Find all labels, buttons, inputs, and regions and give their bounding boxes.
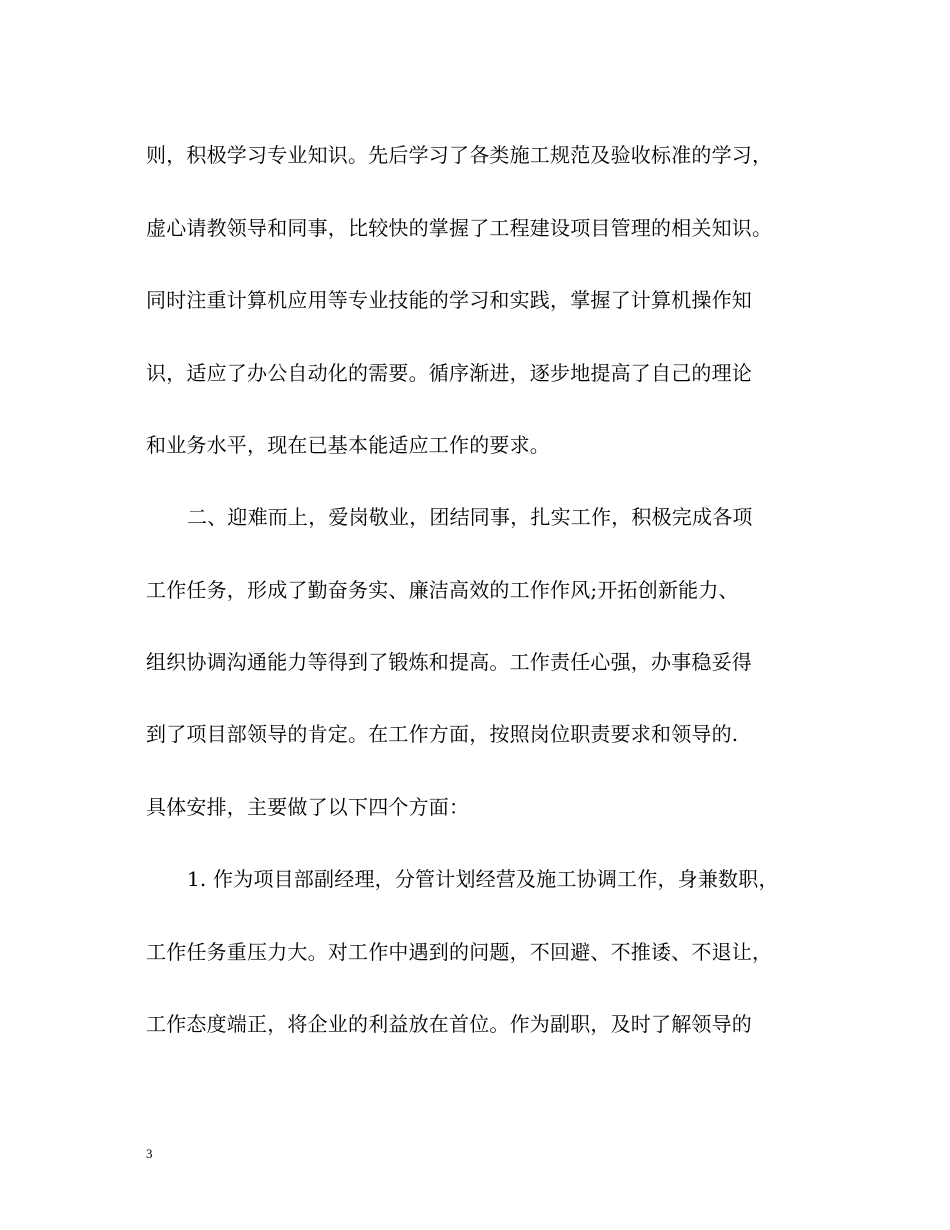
paragraph-start-line: 二、迎难而上，爱岗敬业，团结同事，扎实工作，积极完成各项	[187, 505, 753, 529]
text-line: 虚心请教领导和同事，比较快的掌握了工程建设项目管理的相关知识。	[146, 216, 773, 240]
page-number: 3	[146, 1146, 153, 1161]
text-line: 则，积极学习专业知识。先后学习了各类施工规范及验收标准的学习，	[146, 143, 773, 167]
text-line: 工作任务，形成了勤奋务实、廉洁高效的工作作风;开拓创新能力、	[146, 578, 739, 602]
text-line: 工作态度端正，将企业的利益放在首位。作为副职，及时了解领导的	[146, 1012, 752, 1036]
text-line: 和业务水平，现在已基本能适应工作的要求。	[146, 433, 550, 457]
text-line: 具体安排，主要做了以下四个方面：	[146, 795, 470, 819]
text-line: 组织协调沟通能力等得到了锻炼和提高。工作责任心强，办事稳妥得	[146, 650, 752, 674]
text-line: 到了项目部领导的肯定。在工作方面，按照岗位职责要求和领导的.	[146, 722, 739, 746]
numbered-item-line: 1. 作为项目部副经理，分管计划经营及施工协调工作，身兼数职，	[187, 867, 779, 891]
text-line: 识，适应了办公自动化的需要。循序渐进，逐步地提高了自己的理论	[146, 361, 752, 385]
text-line: 同时注重计算机应用等专业技能的学习和实践，掌握了计算机操作知	[146, 288, 752, 312]
text-line: 工作任务重压力大。对工作中遇到的问题，不回避、不推诿、不退让，	[146, 940, 773, 964]
